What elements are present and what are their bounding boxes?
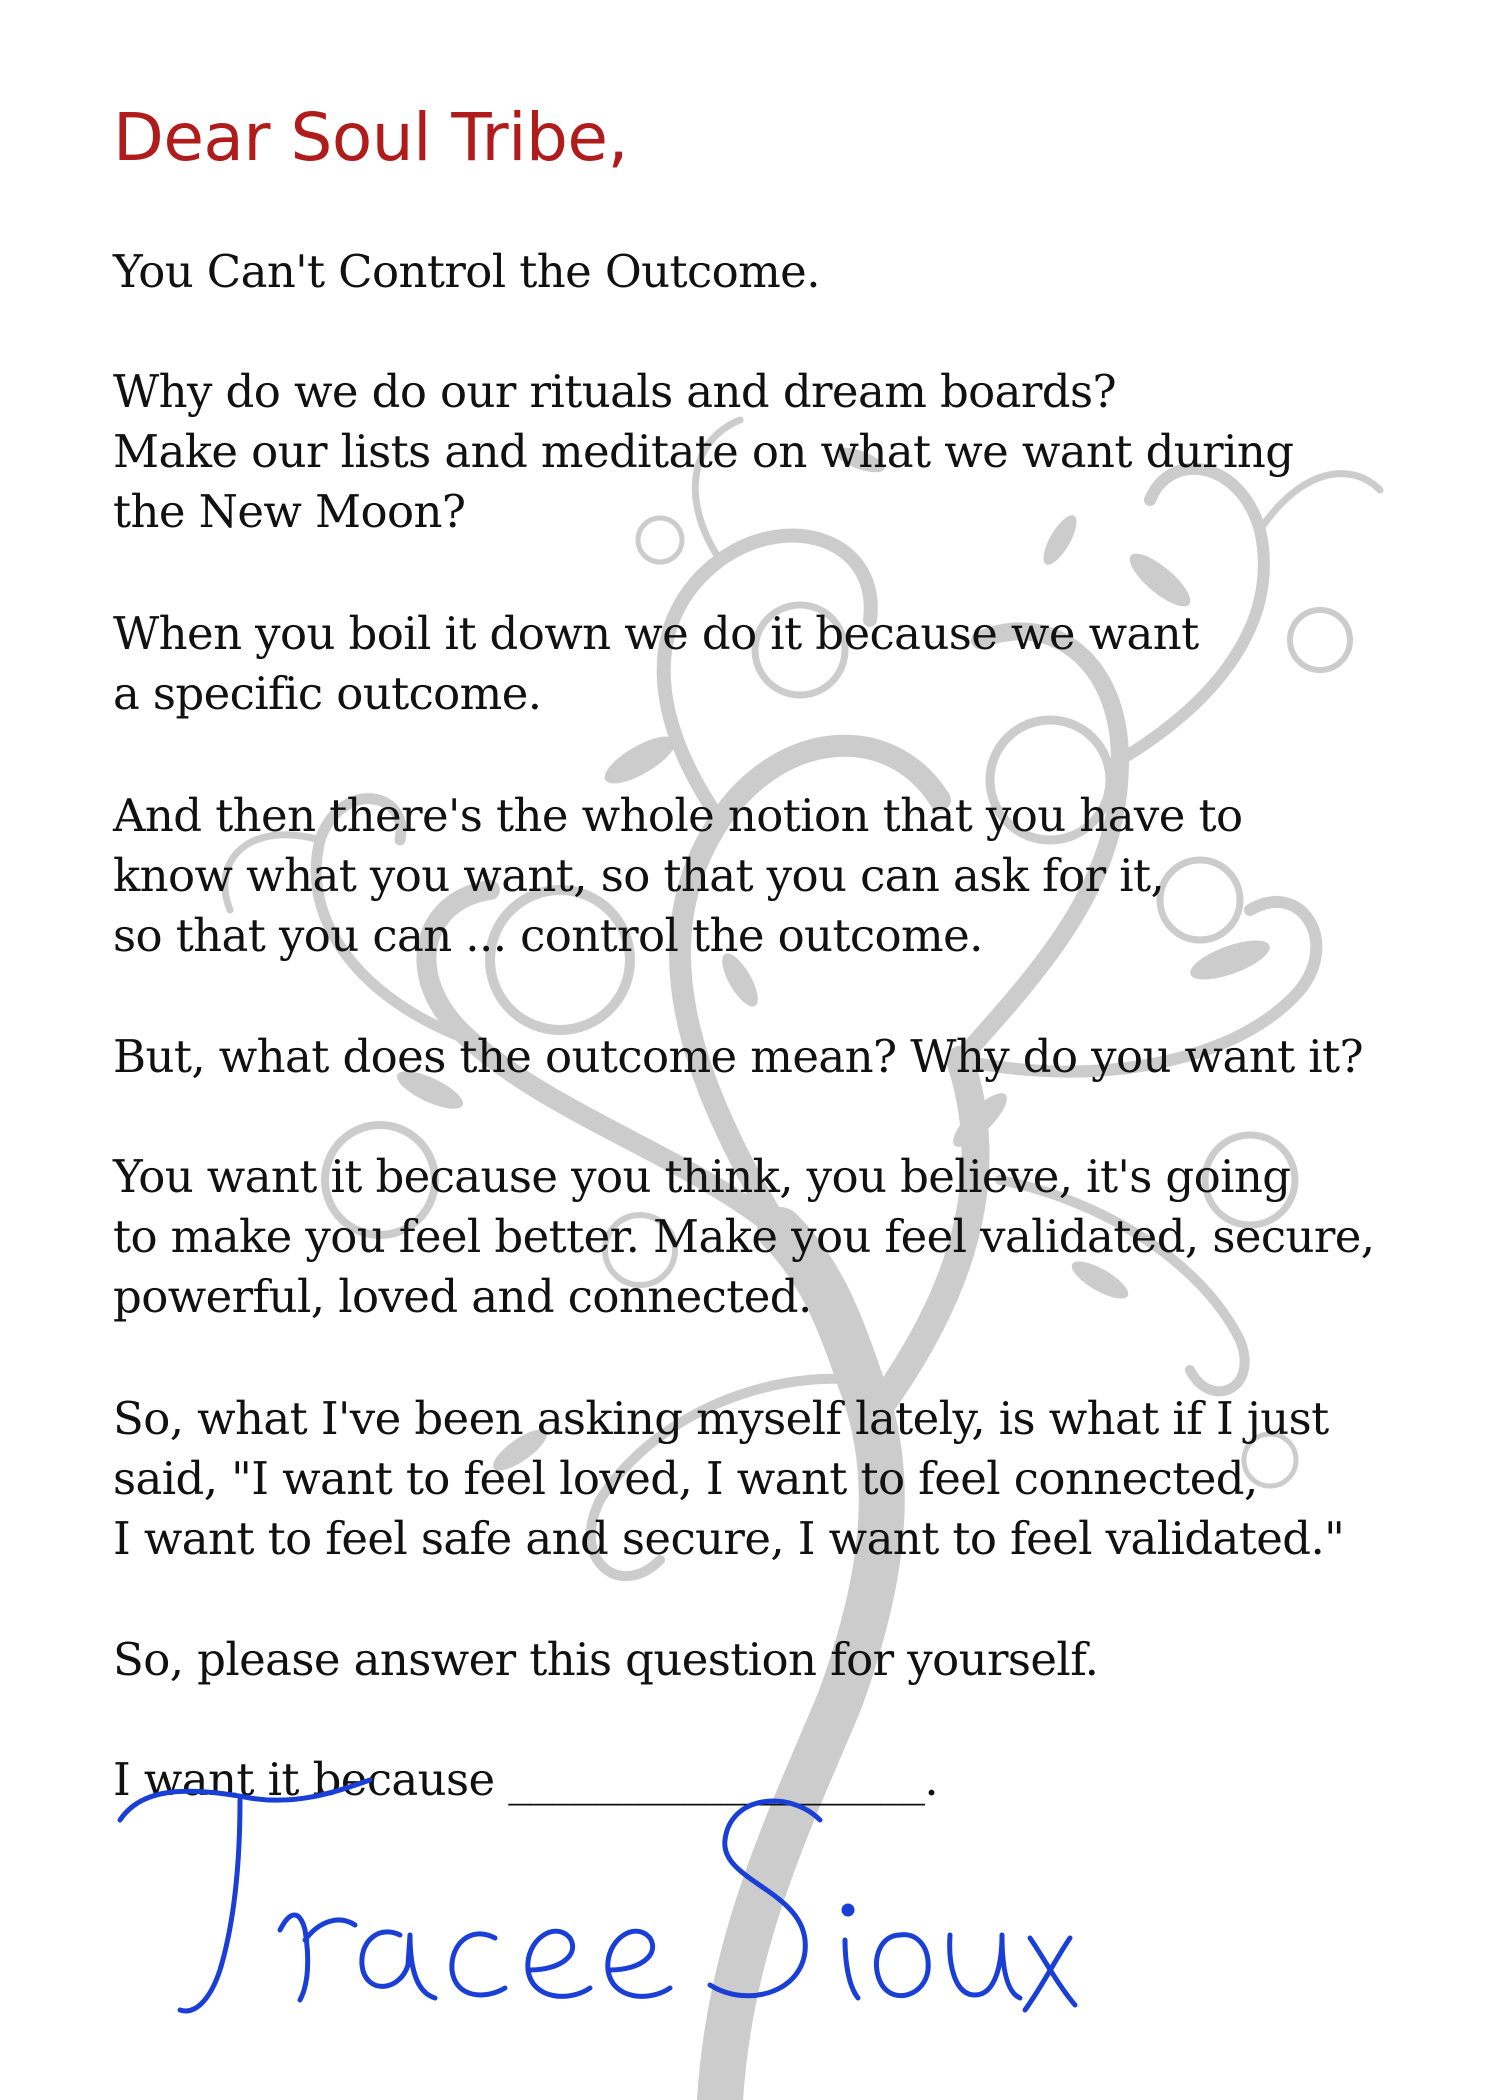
- text-line: so that you can ... control the outcome.: [113, 909, 983, 962]
- paragraph: [113, 362, 1293, 542]
- text-line: When you boil it down we do it because we want: [113, 607, 1199, 660]
- text-line: But, what does the outcome mean? Why do you want it?: [113, 1030, 1364, 1083]
- swirl-curl: [1290, 610, 1350, 670]
- text-line: So, what I've been asking myself lately, is what if I just: [113, 1392, 1329, 1445]
- paragraph: [113, 604, 1199, 724]
- text-line: the New Moon?: [113, 485, 466, 538]
- text-line: said, "I want to feel loved, I want to feel connected,: [113, 1452, 1258, 1505]
- text-line: You want it because you think, you believe, it's going: [113, 1150, 1291, 1203]
- paragraph: [113, 242, 820, 302]
- text-line: Make our lists and meditate on what we want during: [113, 425, 1294, 478]
- text-line: I want to feel safe and secure, I want to feel validated.": [113, 1512, 1345, 1565]
- paragraph: [113, 786, 1242, 966]
- text-line: to make you feel better. Make you feel validated, secure,: [113, 1210, 1375, 1263]
- answer-prompt: I want it because ___________________.: [113, 1753, 939, 1806]
- text-line: You Can't Control the Outcome.: [113, 245, 820, 298]
- text-line: know what you want, so that you can ask for it,: [113, 849, 1165, 902]
- paragraph: [113, 1389, 1344, 1569]
- text-line: And then there's the whole notion that you have to: [113, 789, 1243, 842]
- paragraph: [113, 1027, 1363, 1087]
- text-line: a specific outcome.: [113, 667, 542, 720]
- tree-leaf: [598, 728, 681, 792]
- greeting: Dear Soul Tribe,: [113, 99, 628, 176]
- paragraph: [113, 1630, 1098, 1690]
- text-line: So, please answer this question for yourself.: [113, 1633, 1099, 1686]
- paragraph: [113, 1147, 1374, 1327]
- text-line: powerful, loved and connected.: [113, 1270, 812, 1323]
- text-line: Why do we do our rituals and dream boards?: [113, 365, 1117, 418]
- handwritten-signature: [100, 1760, 1080, 2060]
